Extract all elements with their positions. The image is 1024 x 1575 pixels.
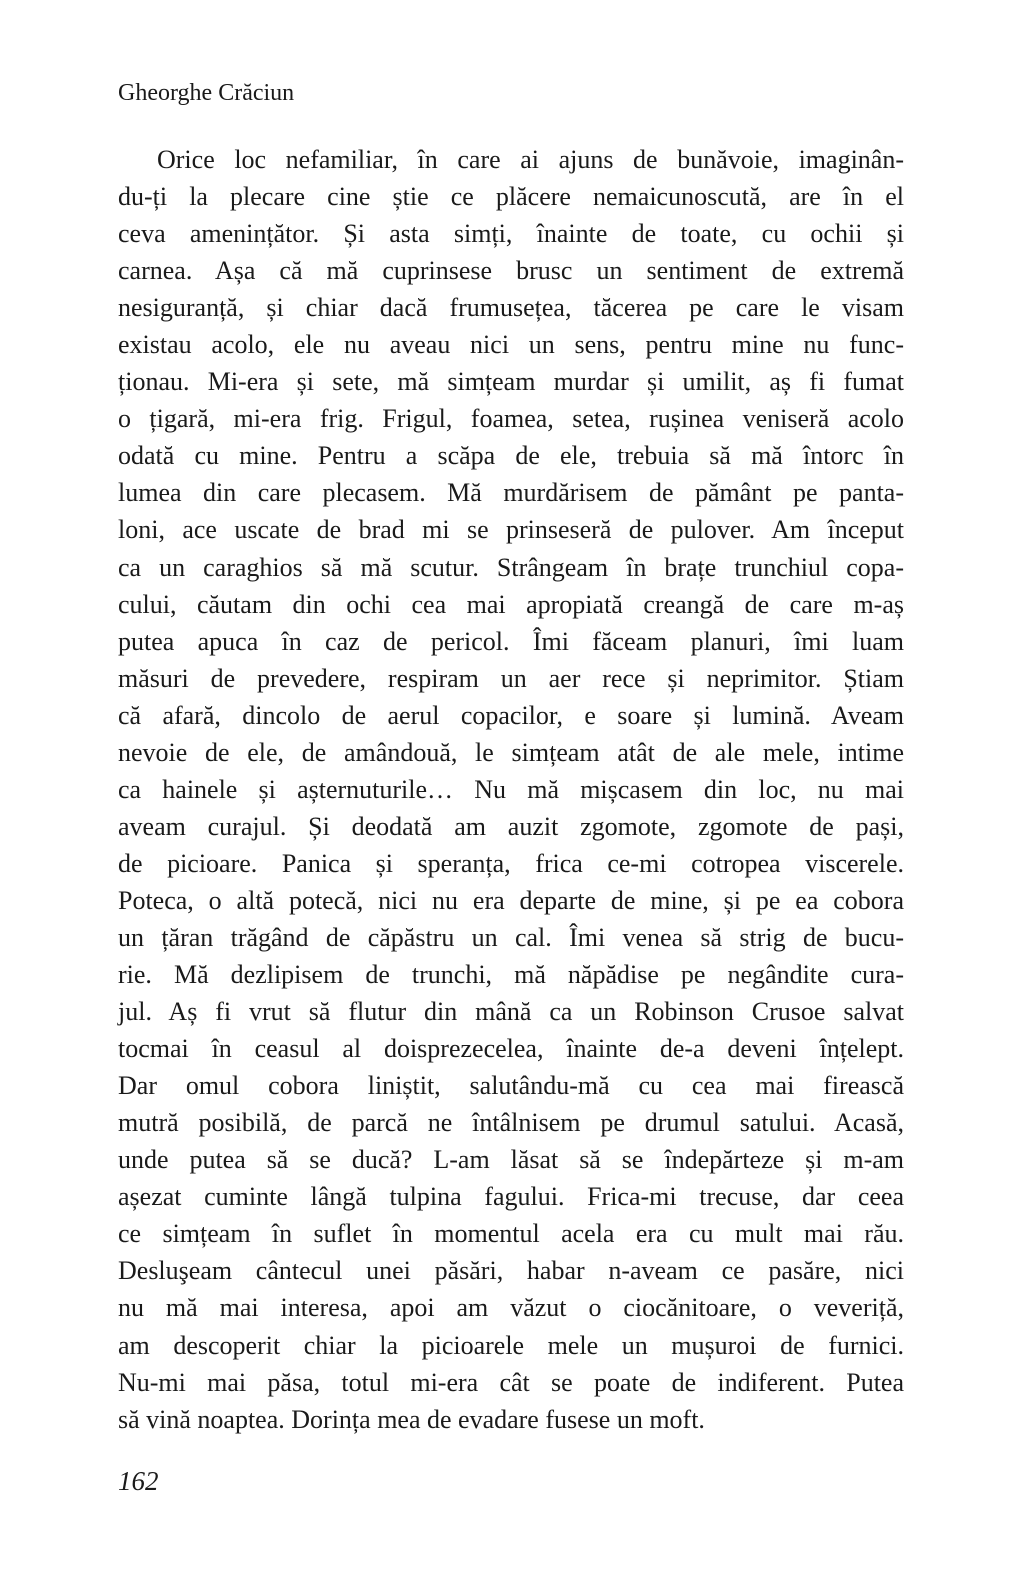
text-line: ca hainele și așternuturile… Nu mă mișcasem din loc, nu mai xyxy=(118,774,904,804)
text-line: nevoie de ele, de amândouă, le simțeam atât de ale mele, intime xyxy=(118,737,904,767)
text-line: du-ți la plecare cine știe ce plăcere nemaicunoscută, are în el xyxy=(118,182,904,212)
text-line: existau acolo, ele nu aveau nici un sens, pentru mine nu func- xyxy=(118,330,904,360)
text-line: un țăran trăgând de căpăstru un cal. Îmi venea să strig de bucu- xyxy=(118,922,904,952)
text-line: rie. Mă dezlipisem de trunchi, mă năpădise pe negândite cura- xyxy=(118,960,904,990)
text-line: odată cu mine. Pentru a scăpa de ele, trebuia să mă întorc în xyxy=(118,441,904,471)
text-line: măsuri de prevedere, respiram un aer rece și neprimitor. Știam xyxy=(118,663,904,693)
text-line: carnea. Așa că mă cuprinsese brusc un sentiment de extremă xyxy=(118,256,904,286)
text-line: tocmai în ceasul al doisprezecelea, înainte de-a deveni înțelept. xyxy=(118,1034,904,1064)
page-number: 162 xyxy=(118,1466,159,1496)
text-line: ce simțeam în suflet în momentul acela era cu mult mai rău. xyxy=(118,1219,904,1249)
text-line: așezat cuminte lângă tulpina fagului. Frica-mi trecuse, dar ceea xyxy=(118,1182,904,1212)
text-line: Nu-mi mai păsa, totul mi-era cât se poate de indiferent. Putea xyxy=(118,1367,904,1397)
text-line: aveam curajul. Și deodată am auzit zgomote, zgomote de pași, xyxy=(118,811,904,841)
text-line: Dar omul cobora liniștit, salutându-mă cu cea mai firească xyxy=(118,1071,904,1101)
text-line: o țigară, mi-era frig. Frigul, foamea, setea, rușinea veniseră acolo xyxy=(118,404,904,434)
text-line: putea apuca în caz de pericol. Îmi făceam planuri, îmi luam xyxy=(118,626,904,656)
text-line: că afară, dincolo de aerul copacilor, e soare și lumină. Aveam xyxy=(118,700,904,730)
text-line: de picioare. Panica și speranța, frica ce-mi cotropea viscerele. xyxy=(118,848,904,878)
text-line: să vină noaptea. Dorința mea de evadare fusese un moft. xyxy=(118,1404,705,1434)
text-line: Orice loc nefamiliar, în care ai ajuns de bunăvoie, imaginân- xyxy=(157,145,904,174)
text-line: jul. Aș fi vrut să flutur din mână ca un Robinson Crusoe salvat xyxy=(118,997,904,1027)
text-line: unde putea să se ducă? L-am lăsat să se îndepărteze și m-am xyxy=(118,1145,904,1175)
body-text xyxy=(118,141,904,1438)
text-line: loni, ace uscate de brad mi se prinseseră de pulover. Am început xyxy=(118,515,904,545)
text-line: nu mă mai interesa, apoi am văzut o ciocănitoare, o veveriță, xyxy=(118,1293,904,1323)
text-line: ca un caraghios să mă scutur. Strângeam în brațe trunchiul copa- xyxy=(118,552,904,582)
text-line: Poteca, o altă potecă, nici nu era departe de mine, și pe ea cobora xyxy=(118,885,904,915)
text-line: ceva amenințător. Și asta simți, înainte de toate, cu ochii și xyxy=(118,219,904,249)
text-line: lumea din care plecasem. Mă murdărisem de pământ pe panta- xyxy=(118,478,904,508)
text-line: nesiguranță, și chiar dacă frumusețea, tăcerea pe care le visam xyxy=(118,293,904,323)
text-line: cului, căutam din ochi cea mai apropiată creangă de care m-aș xyxy=(118,589,904,619)
text-line: mutră posibilă, de parcă ne întâlnisem pe drumul satului. Acasă, xyxy=(118,1108,904,1138)
text-line: Desluşeam cântecul unei păsări, habar n-aveam ce pasăre, nici xyxy=(118,1256,904,1286)
running-header-author: Gheorghe Crăciun xyxy=(118,80,295,106)
text-line: ționau. Mi-era și sete, mă simțeam murdar și umilit, aș fi fumat xyxy=(118,367,904,397)
text-line: am descoperit chiar la picioarele mele un mușuroi de furnici. xyxy=(118,1330,904,1360)
